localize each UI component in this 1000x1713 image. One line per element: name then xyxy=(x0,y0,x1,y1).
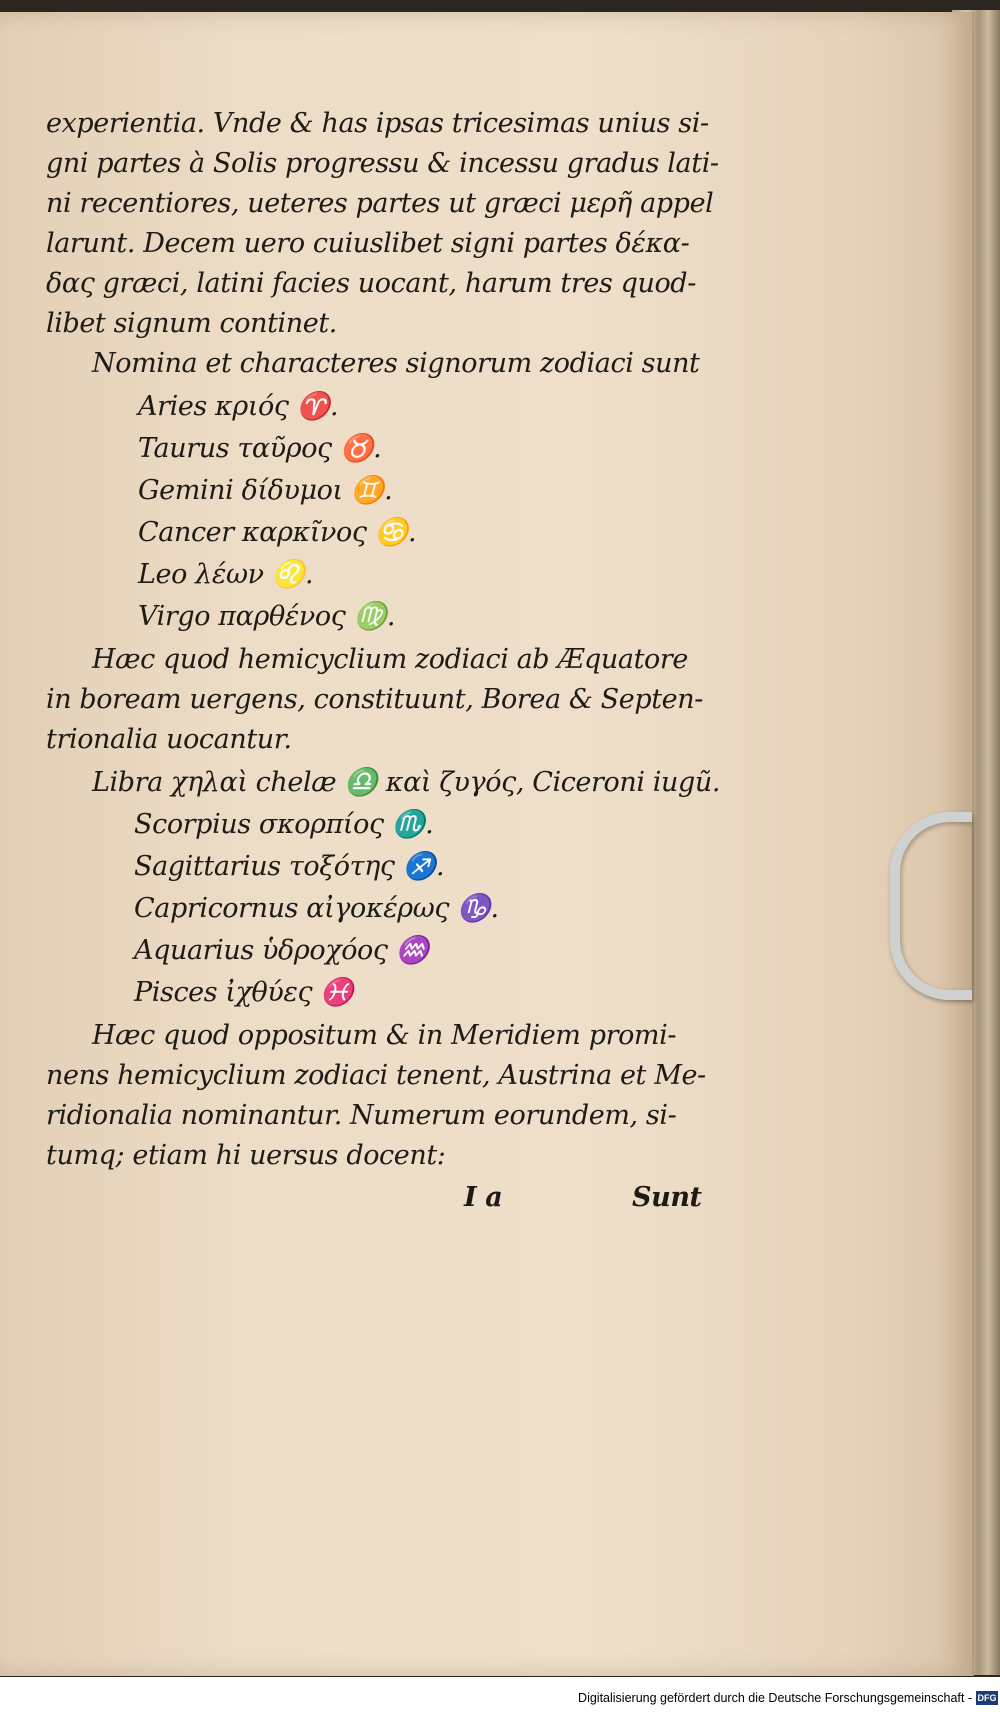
text-line: experientia. Vnde & has ipsas tricesimas unius si- xyxy=(46,108,709,139)
book-page xyxy=(0,12,974,1676)
zodiac-line: Sagittarius τοξότης ♐. xyxy=(134,851,445,882)
text-line: δας græci, latini facies uocant, harum tres quod- xyxy=(46,268,696,299)
text-line: ridionalia nominantur. Numerum eorundem, si- xyxy=(46,1100,677,1131)
text-line: nens hemicyclium zodiaci tenent, Austrina et Me- xyxy=(46,1060,706,1091)
page-clip xyxy=(890,812,972,1000)
dfg-logo: DFG xyxy=(977,1693,997,1703)
zodiac-line: Aries κριός ♈. xyxy=(138,391,339,422)
text-line: Hæc quod hemicyclium zodiaci ab Æquatore xyxy=(92,644,688,675)
zodiac-line: Scorpius σκορπίος ♏. xyxy=(134,809,434,840)
zodiac-line: Gemini δίδυμοι ♊. xyxy=(138,475,393,506)
signature-mark: I a xyxy=(464,1182,503,1213)
zodiac-line: Cancer καρκῖνος ♋. xyxy=(138,517,417,548)
text-line: Libra χηλαὶ chelæ ♎ καὶ ζυγός, Ciceroni iugũ. xyxy=(92,767,721,798)
text-line: gni partes à Solis progressu & incessu gradus lati- xyxy=(46,148,719,179)
text-line: larunt. Decem uero cuiuslibet signi partes δέκα- xyxy=(46,228,690,259)
catchword: Sunt xyxy=(632,1182,702,1213)
zodiac-line: Aquarius ὑδροχόος ♒ xyxy=(134,935,430,966)
text-line: ni recentiores, ueteres partes ut græci μερῆ appel xyxy=(46,188,714,219)
footer-credit: Digitalisierung gefördert durch die Deutsche Forschungsgemeinschaft - xyxy=(578,1691,972,1705)
zodiac-line: Virgo παρθένος ♍. xyxy=(138,601,396,632)
text-line: libet signum continet. xyxy=(46,308,337,339)
zodiac-line: Pisces ἰχθύες ♓ xyxy=(134,977,354,1008)
text-line: trionalia uocantur. xyxy=(46,724,292,755)
zodiac-line: Capricornus αἰγοκέρως ♑. xyxy=(134,893,499,924)
text-line: in boream uergens, constituunt, Borea & Septen- xyxy=(46,684,703,715)
zodiac-line: Taurus ταῦρος ♉. xyxy=(138,433,382,464)
zodiac-line: Leo λέων ♌. xyxy=(138,559,314,590)
text-line: Nomina et characteres signorum zodiaci sunt xyxy=(92,348,700,379)
digitization-footer xyxy=(0,1677,1000,1713)
text-line: tumq; etiam hi uersus docent: xyxy=(46,1140,446,1171)
text-line: Hæc quod oppositum & in Meridiem promi- xyxy=(92,1020,677,1051)
